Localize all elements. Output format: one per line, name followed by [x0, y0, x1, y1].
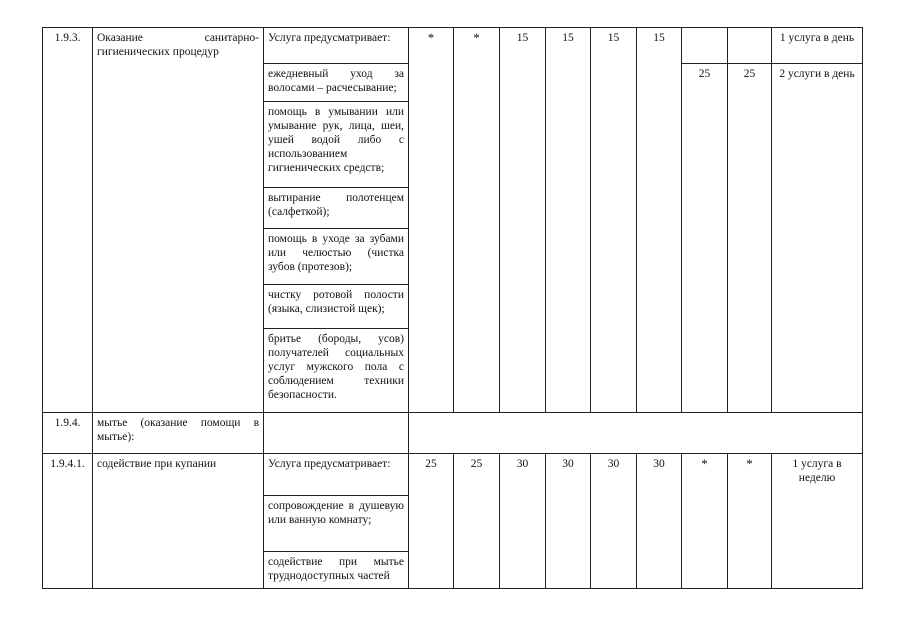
value-cell: 30: [591, 454, 637, 589]
value-cell: *: [454, 28, 500, 413]
frequency-cell: 1 услуга в день: [772, 28, 863, 64]
value-cell: 25: [682, 64, 728, 413]
value-cell: 30: [500, 454, 546, 589]
value-cell-empty: [409, 413, 863, 454]
service-name: мытье (оказание помощи в мытье):: [93, 413, 264, 454]
frequency-cell: 1 услуга в неделю: [772, 454, 863, 589]
service-name: содействие при купании: [93, 454, 264, 589]
service-item: Услуга предусматривает:: [264, 28, 409, 64]
row-number: 1.9.4.: [43, 413, 93, 454]
service-item: ежедневный уход за волосами – расчесывание;: [264, 64, 409, 102]
value-cell: 25: [454, 454, 500, 589]
table-row: [43, 413, 863, 454]
service-item: содействие при мытье труднодоступных частей: [264, 552, 409, 589]
value-cell: 15: [591, 28, 637, 413]
service-name: Оказание санитарно-гигиенических процедур: [93, 28, 264, 413]
value-cell: 25: [409, 454, 454, 589]
value-cell: *: [728, 454, 772, 589]
value-cell: 15: [546, 28, 591, 413]
value-cell: 15: [500, 28, 546, 413]
service-item: вытирание полотенцем (салфеткой);: [264, 188, 409, 229]
service-item-empty: [264, 413, 409, 454]
table-row: [43, 454, 863, 496]
value-cell: *: [409, 28, 454, 413]
service-item: сопровождение в душевую или ванную комнату;: [264, 496, 409, 552]
service-item: Услуга предусматривает:: [264, 454, 409, 496]
row-number: 1.9.4.1.: [43, 454, 93, 589]
value-cell: *: [682, 454, 728, 589]
services-table: [42, 27, 863, 589]
value-cell: 30: [637, 454, 682, 589]
value-cell: 30: [546, 454, 591, 589]
value-cell-empty: [728, 28, 772, 64]
frequency-cell: 2 услуги в день: [772, 64, 863, 413]
value-cell: 25: [728, 64, 772, 413]
service-item: чистку ротовой полости (языка, слизистой щек);: [264, 285, 409, 329]
service-item: бритье (бороды, усов) получателей социальных услуг мужского пола с соблюдением техники безопасности.: [264, 329, 409, 413]
value-cell-empty: [682, 28, 728, 64]
service-item: помощь в умывании или умывание рук, лица, шеи, ушей водой либо с использованием гигиенических средств;: [264, 102, 409, 188]
value-cell: 15: [637, 28, 682, 413]
table-row: [43, 28, 863, 64]
service-item: помощь в уходе за зубами или челюстью (чистка зубов (протезов);: [264, 229, 409, 285]
row-number: 1.9.3.: [43, 28, 93, 413]
